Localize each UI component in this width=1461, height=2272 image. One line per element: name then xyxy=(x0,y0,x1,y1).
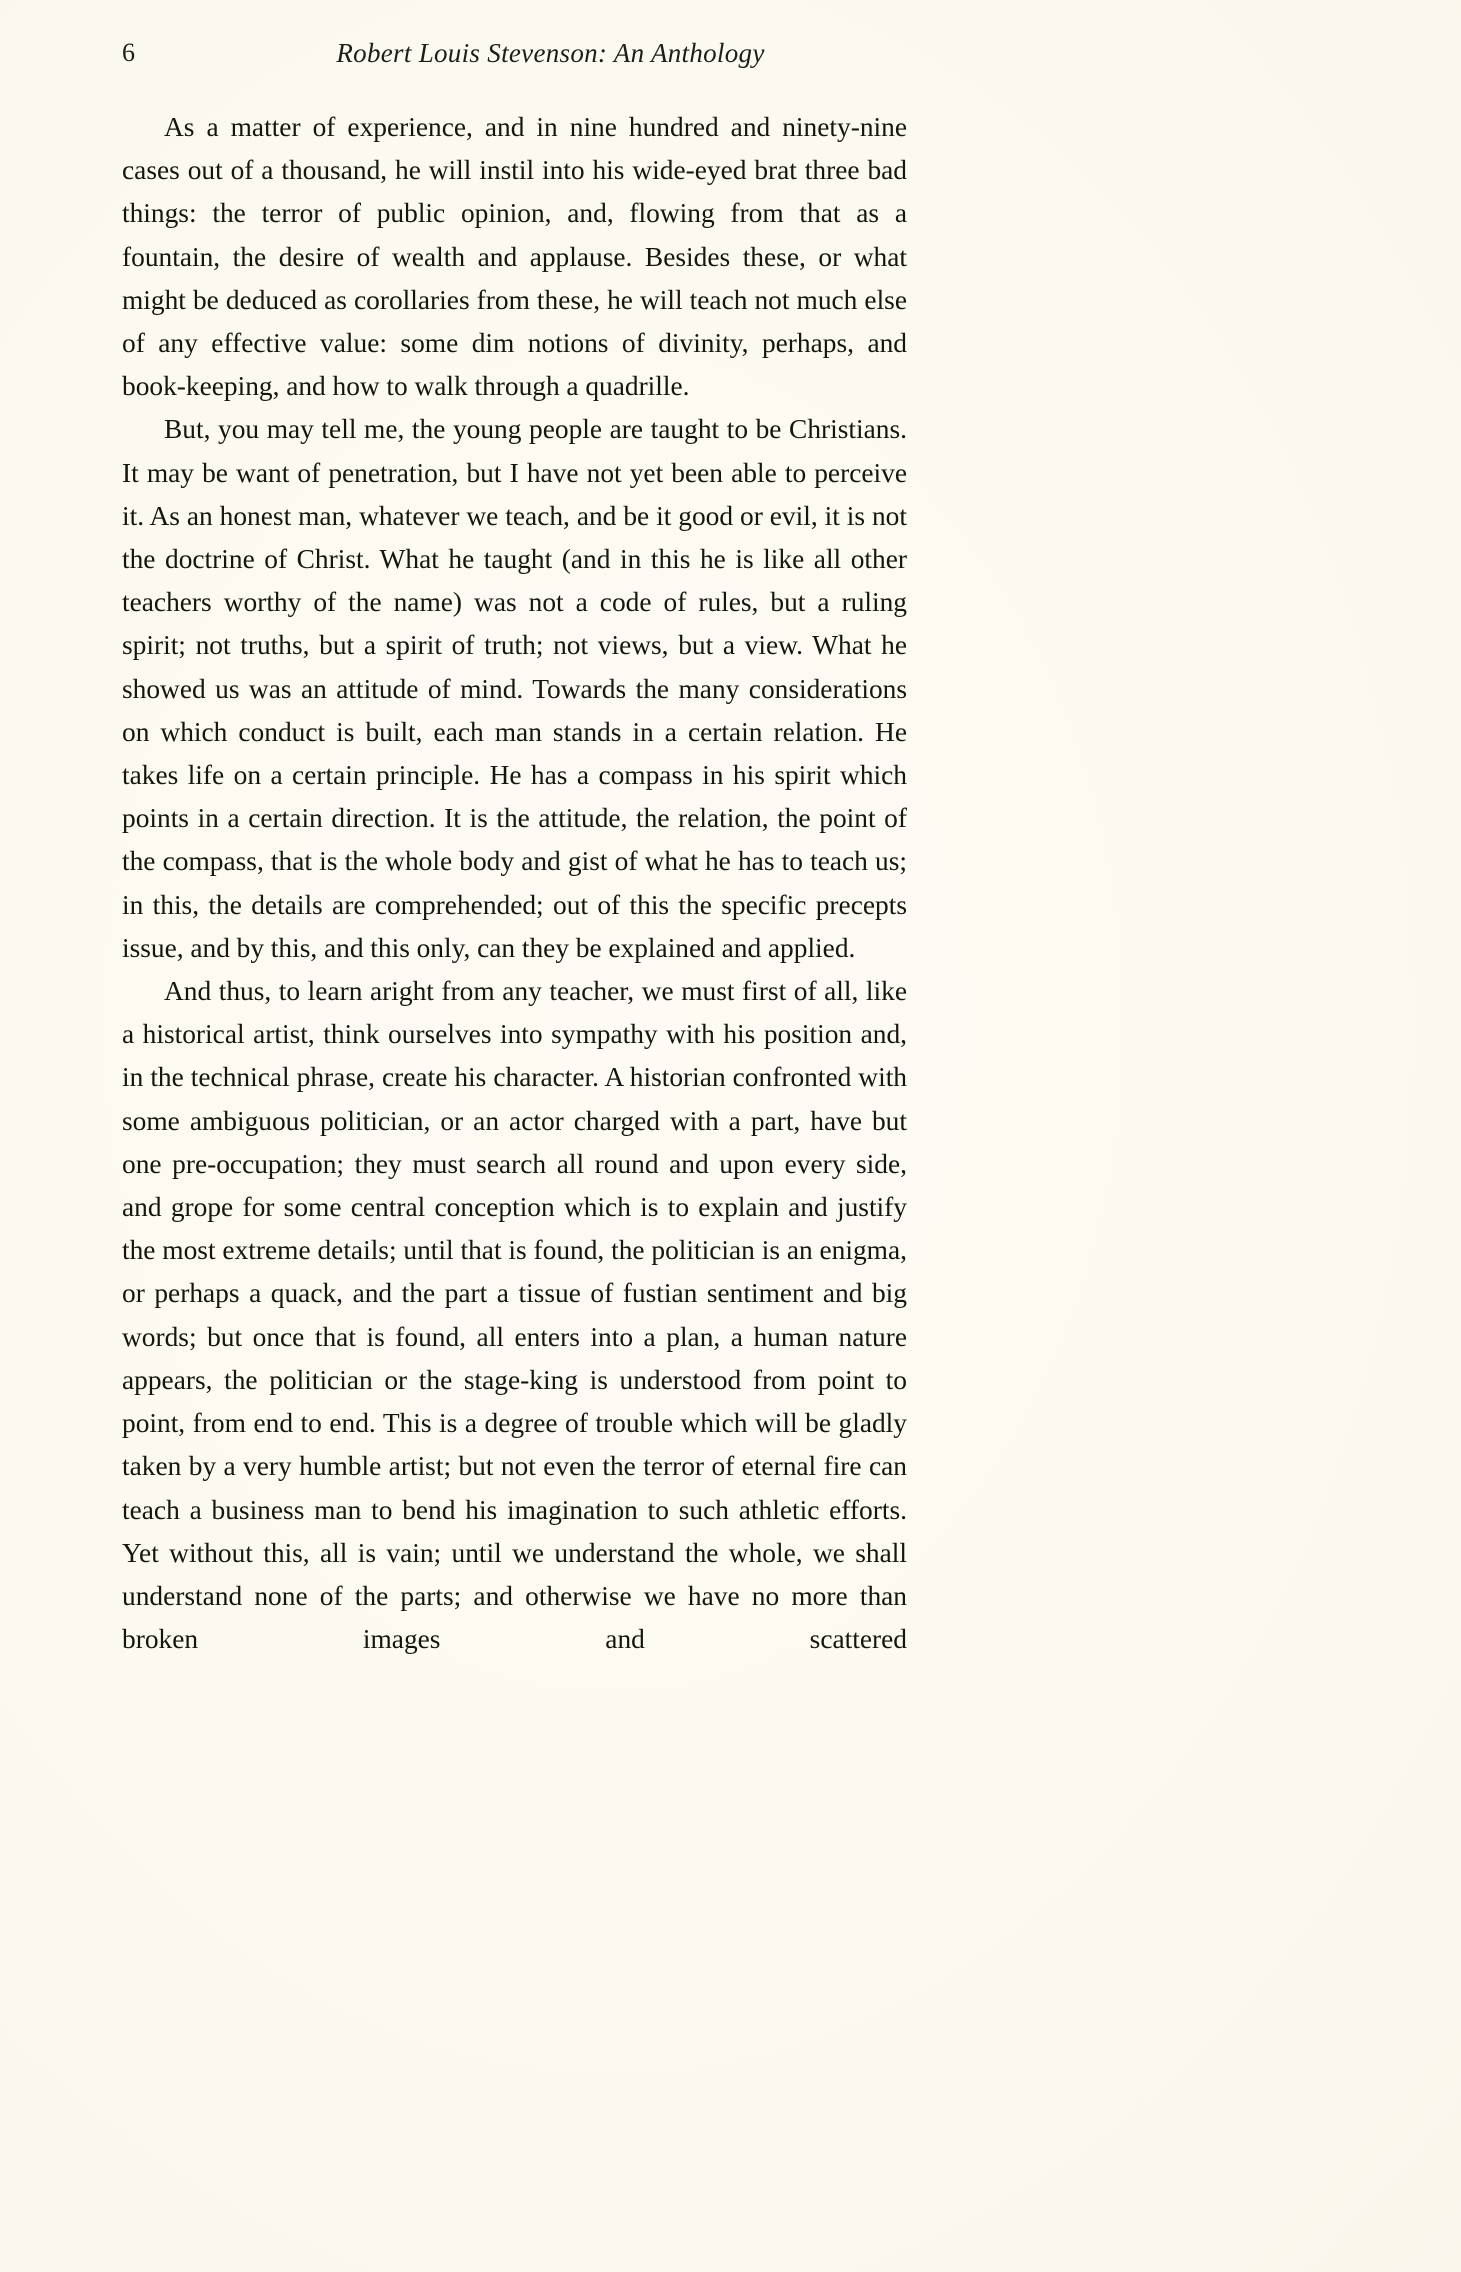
page-number: 6 xyxy=(122,38,136,67)
text-column xyxy=(122,36,907,1661)
paragraph: And thus, to learn aright from any teacher, we must first of all, like a historical artist, think ourselves into sympathy with his position and, in the technical phrase, create his character. A historian confronted with some ambiguous politician, or an actor charged with a part, have but one pre-occupation; they must search all round and upon every side, and grope for some central conception which is to explain and justify the most extreme details; until that is found, the politician is an enigma, or perhaps a quack, and the part a tissue of fustian sentiment and big words; but once that is found, all enters into a plan, a human nature appears, the politician or the stage-king is understood from point to point, from end to end. This is a degree of trouble which will be gladly taken by a very humble artist; but not even the terror of eternal fire can teach a business man to bend his imagination to such athletic efforts. Yet without this, all is vain; until we understand the whole, we shall understand none of the parts; and otherwise we have no more than broken images and scattered xyxy=(122,976,907,1655)
paragraph: As a matter of experience, and in nine hundred and ninety-nine cases out of a thousand, he will instil into his wide-eyed brat three bad things: the terror of public opinion, and, flowing from that as a fountain, the desire of wealth and applause. Besides these, or what might be deduced as corollaries from these, he will teach not much else of any effective value: some dim notions of divinity, perhaps, and book-keeping, and how to walk through a quadrille. xyxy=(122,112,907,402)
body-text xyxy=(122,106,907,1661)
running-head xyxy=(122,36,907,82)
paragraph: But, you may tell me, the young people are taught to be Christians. It may be want of penetration, but I have not yet been able to perceive it. As an honest man, whatever we teach, and be it good or evil, it is not the doctrine of Christ. What he taught (and in this he is like all other teachers worthy of the name) was not a code of rules, but a ruling spirit; not truths, but a spirit of truth; not views, but a view. What he showed us was an attitude of mind. Towards the many considerations on which conduct is built, each man stands in a certain relation. He takes life on a certain principle. He has a compass in his spirit which points in a certain direction. It is the attitude, the relation, the point of the compass, that is the whole body and gist of what he has to teach us; in this, the details are comprehended; out of this the specific precepts issue, and by this, and this only, can they be explained and applied. xyxy=(122,414,907,963)
running-head-title: Robert Louis Stevenson: An Anthology xyxy=(336,38,765,68)
